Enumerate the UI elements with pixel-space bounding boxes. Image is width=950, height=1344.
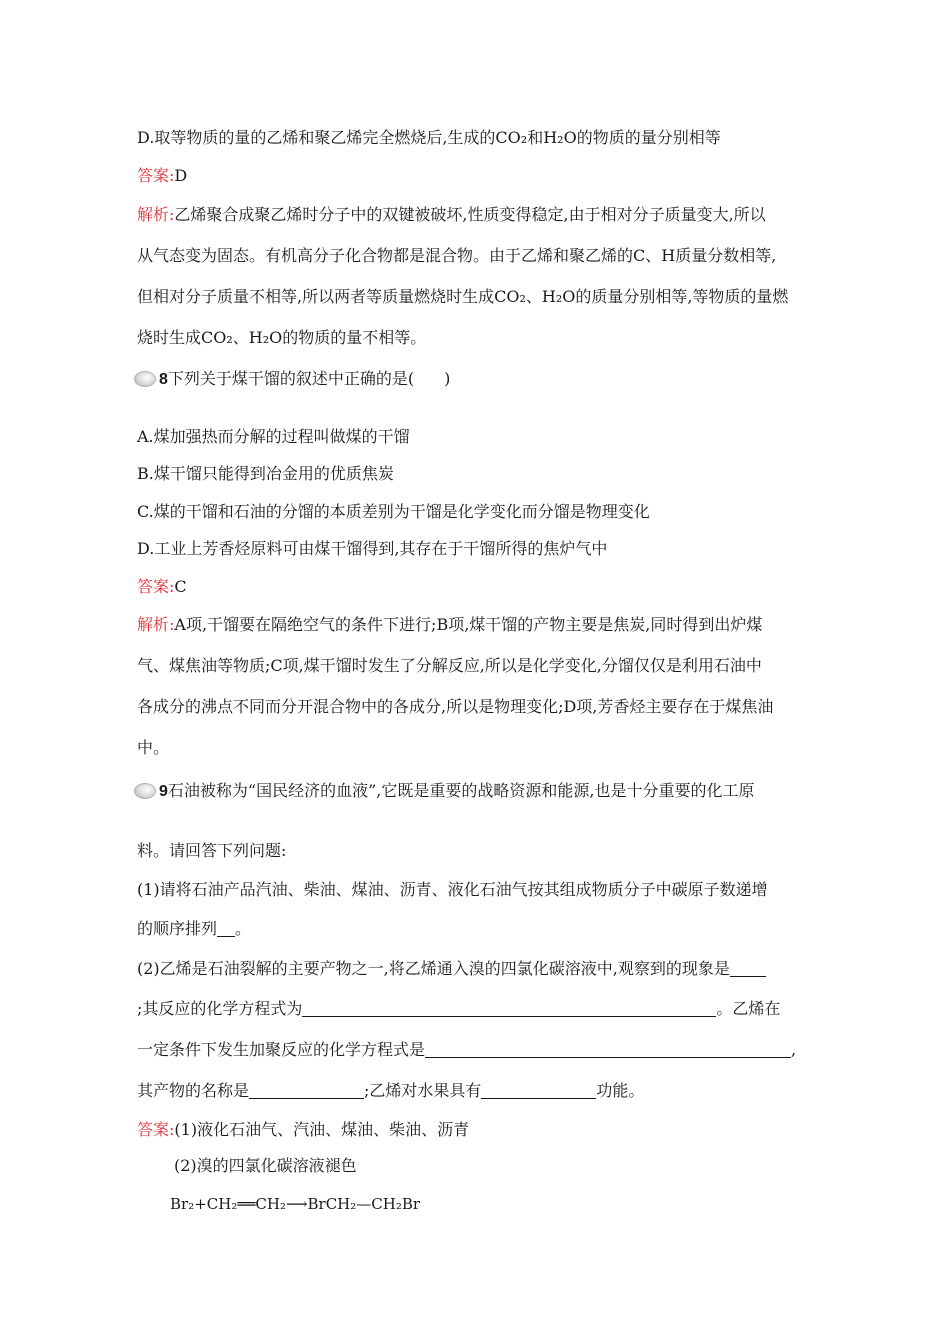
q9-part2-line-2: [137, 998, 820, 1020]
question-paren-close: ): [444, 369, 451, 388]
eq-reactant-2: CH₂: [255, 1195, 286, 1213]
analysis-text: A项,干馏要在隔绝空气的条件下进行;B项,煤干馏的产物主要是焦炭,同时得到出炉煤: [174, 615, 763, 634]
q7-analysis-line-2: 从气态变为固态。有机高分子化合物都是混合物。由于乙烯和聚乙烯的C、H质量分数相等,: [137, 246, 777, 265]
part2-text: 一定条件下发生加聚反应的化学方程式是: [137, 1040, 426, 1059]
q8-analysis-line-1: [137, 614, 820, 636]
chemical-equation: [170, 1193, 820, 1215]
q7-analysis-line-1: [137, 204, 820, 226]
question-bullet-icon: [134, 783, 156, 797]
answer-blank[interactable]: [217, 920, 235, 937]
part2-text-end: 。乙烯在: [716, 999, 781, 1018]
answer-label: 答案:: [137, 1120, 175, 1139]
q8-option-a: A.煤加强热而分解的过程叫做煤的干馏: [137, 427, 410, 446]
q9-part2-line-1: [137, 958, 820, 980]
answer-blank[interactable]: [302, 1000, 716, 1017]
q9-answer-line-1: [137, 1119, 820, 1141]
q7-option-d: D.取等物质的量的乙烯和聚乙烯完全燃烧后,生成的CO₂和H₂O的物质的量分别相等: [137, 128, 721, 147]
q7-answer: [137, 165, 820, 187]
analysis-label: 解析:: [137, 615, 175, 634]
q8-analysis-line-4: 中。: [137, 738, 170, 757]
q8-option-c: C.煤的干馏和石油的分馏的本质差别为干馏是化学变化而分馏是物理变化: [137, 502, 650, 521]
part2-text: (2)乙烯是石油裂解的主要产物之一,将乙烯通入溴的四氯化碳溶液中,观察到的现象是: [137, 959, 730, 978]
analysis-text: 乙烯聚合成聚乙烯时分子中的双键被破坏,性质变得稳定,由于相对分子质量变大,所以: [174, 205, 766, 224]
part2-text-end: ,: [791, 1040, 797, 1059]
eq-reactant-1: Br₂+CH₂: [170, 1195, 238, 1213]
q8-option-b: B.煤干馏只能得到冶金用的优质焦炭: [137, 464, 394, 483]
q8-stem: [134, 368, 450, 391]
q8-option-d: D.工业上芳香烃原料可由煤干馏得到,其存在于干馏所得的焦炉气中: [137, 539, 608, 558]
question-number: 9: [159, 783, 168, 800]
q9-stem: [134, 780, 754, 803]
q7-analysis-line-4: 烧时生成CO₂、H₂O的物质的量不相等。: [137, 328, 427, 347]
q9-stem-line-2: 料。请回答下列问题:: [137, 841, 287, 860]
analysis-label: 解析:: [137, 205, 175, 224]
answer-value: C: [174, 577, 187, 596]
part2-text: ;乙烯对水果具有: [364, 1081, 482, 1100]
q9-part2-line-4: [137, 1080, 820, 1102]
part1-text: 的顺序排列: [137, 919, 218, 938]
question-text: 石油被称为“国民经济的血液”,它既是重要的战略资源和能源,也是十分重要的化工原: [167, 781, 755, 800]
answer-value: (1)液化石油气、汽油、煤油、柴油、沥青: [174, 1120, 470, 1139]
answer-label: 答案:: [137, 166, 175, 185]
part1-end: 。: [235, 919, 252, 938]
q9-answer-line-2: (2)溴的四氯化碳溶液褪色: [174, 1156, 357, 1175]
eq-arrow: ⟶: [286, 1195, 308, 1213]
answer-value: D: [174, 166, 188, 185]
eq-product-2: CH₂Br: [371, 1195, 421, 1213]
answer-blank[interactable]: [249, 1082, 364, 1099]
eq-product-1: BrCH₂: [307, 1195, 357, 1213]
answer-label: 答案:: [137, 577, 175, 596]
question-number: 8: [159, 371, 168, 388]
part2-text: 其产物的名称是: [137, 1081, 250, 1100]
q7-analysis-line-3: 但相对分子质量不相等,所以两者等质量燃烧时生成CO₂、H₂O的质量分别相等,等物质的量燃: [137, 287, 789, 306]
answer-blank[interactable]: [425, 1041, 791, 1058]
eq-single-bond: —: [356, 1195, 372, 1213]
q9-part1-line-1: (1)请将石油产品汽油、柴油、煤油、沥青、液化石油气按其组成物质分子中碳原子数递增: [137, 880, 768, 899]
q9-part2-line-3: [137, 1039, 820, 1061]
part2-text-end: 功能。: [596, 1081, 645, 1100]
q8-answer: [137, 576, 820, 598]
question-text: 下列关于煤干馏的叙述中正确的是(: [167, 369, 415, 388]
q9-part1-line-2: [137, 918, 820, 940]
question-bullet-icon: [134, 371, 156, 385]
answer-blank[interactable]: [481, 1082, 596, 1099]
eq-double-bond: ══: [237, 1195, 256, 1213]
answer-blank[interactable]: [730, 960, 766, 977]
part2-text: ;其反应的化学方程式为: [137, 999, 303, 1018]
q8-analysis-line-2: 气、煤焦油等物质;C项,煤干馏时发生了分解反应,所以是化学变化,分馏仅仅是利用石油中: [137, 656, 762, 675]
q8-analysis-line-3: 各成分的沸点不同而分开混合物中的各成分,所以是物理变化;D项,芳香烃主要存在于煤焦油: [137, 697, 774, 716]
